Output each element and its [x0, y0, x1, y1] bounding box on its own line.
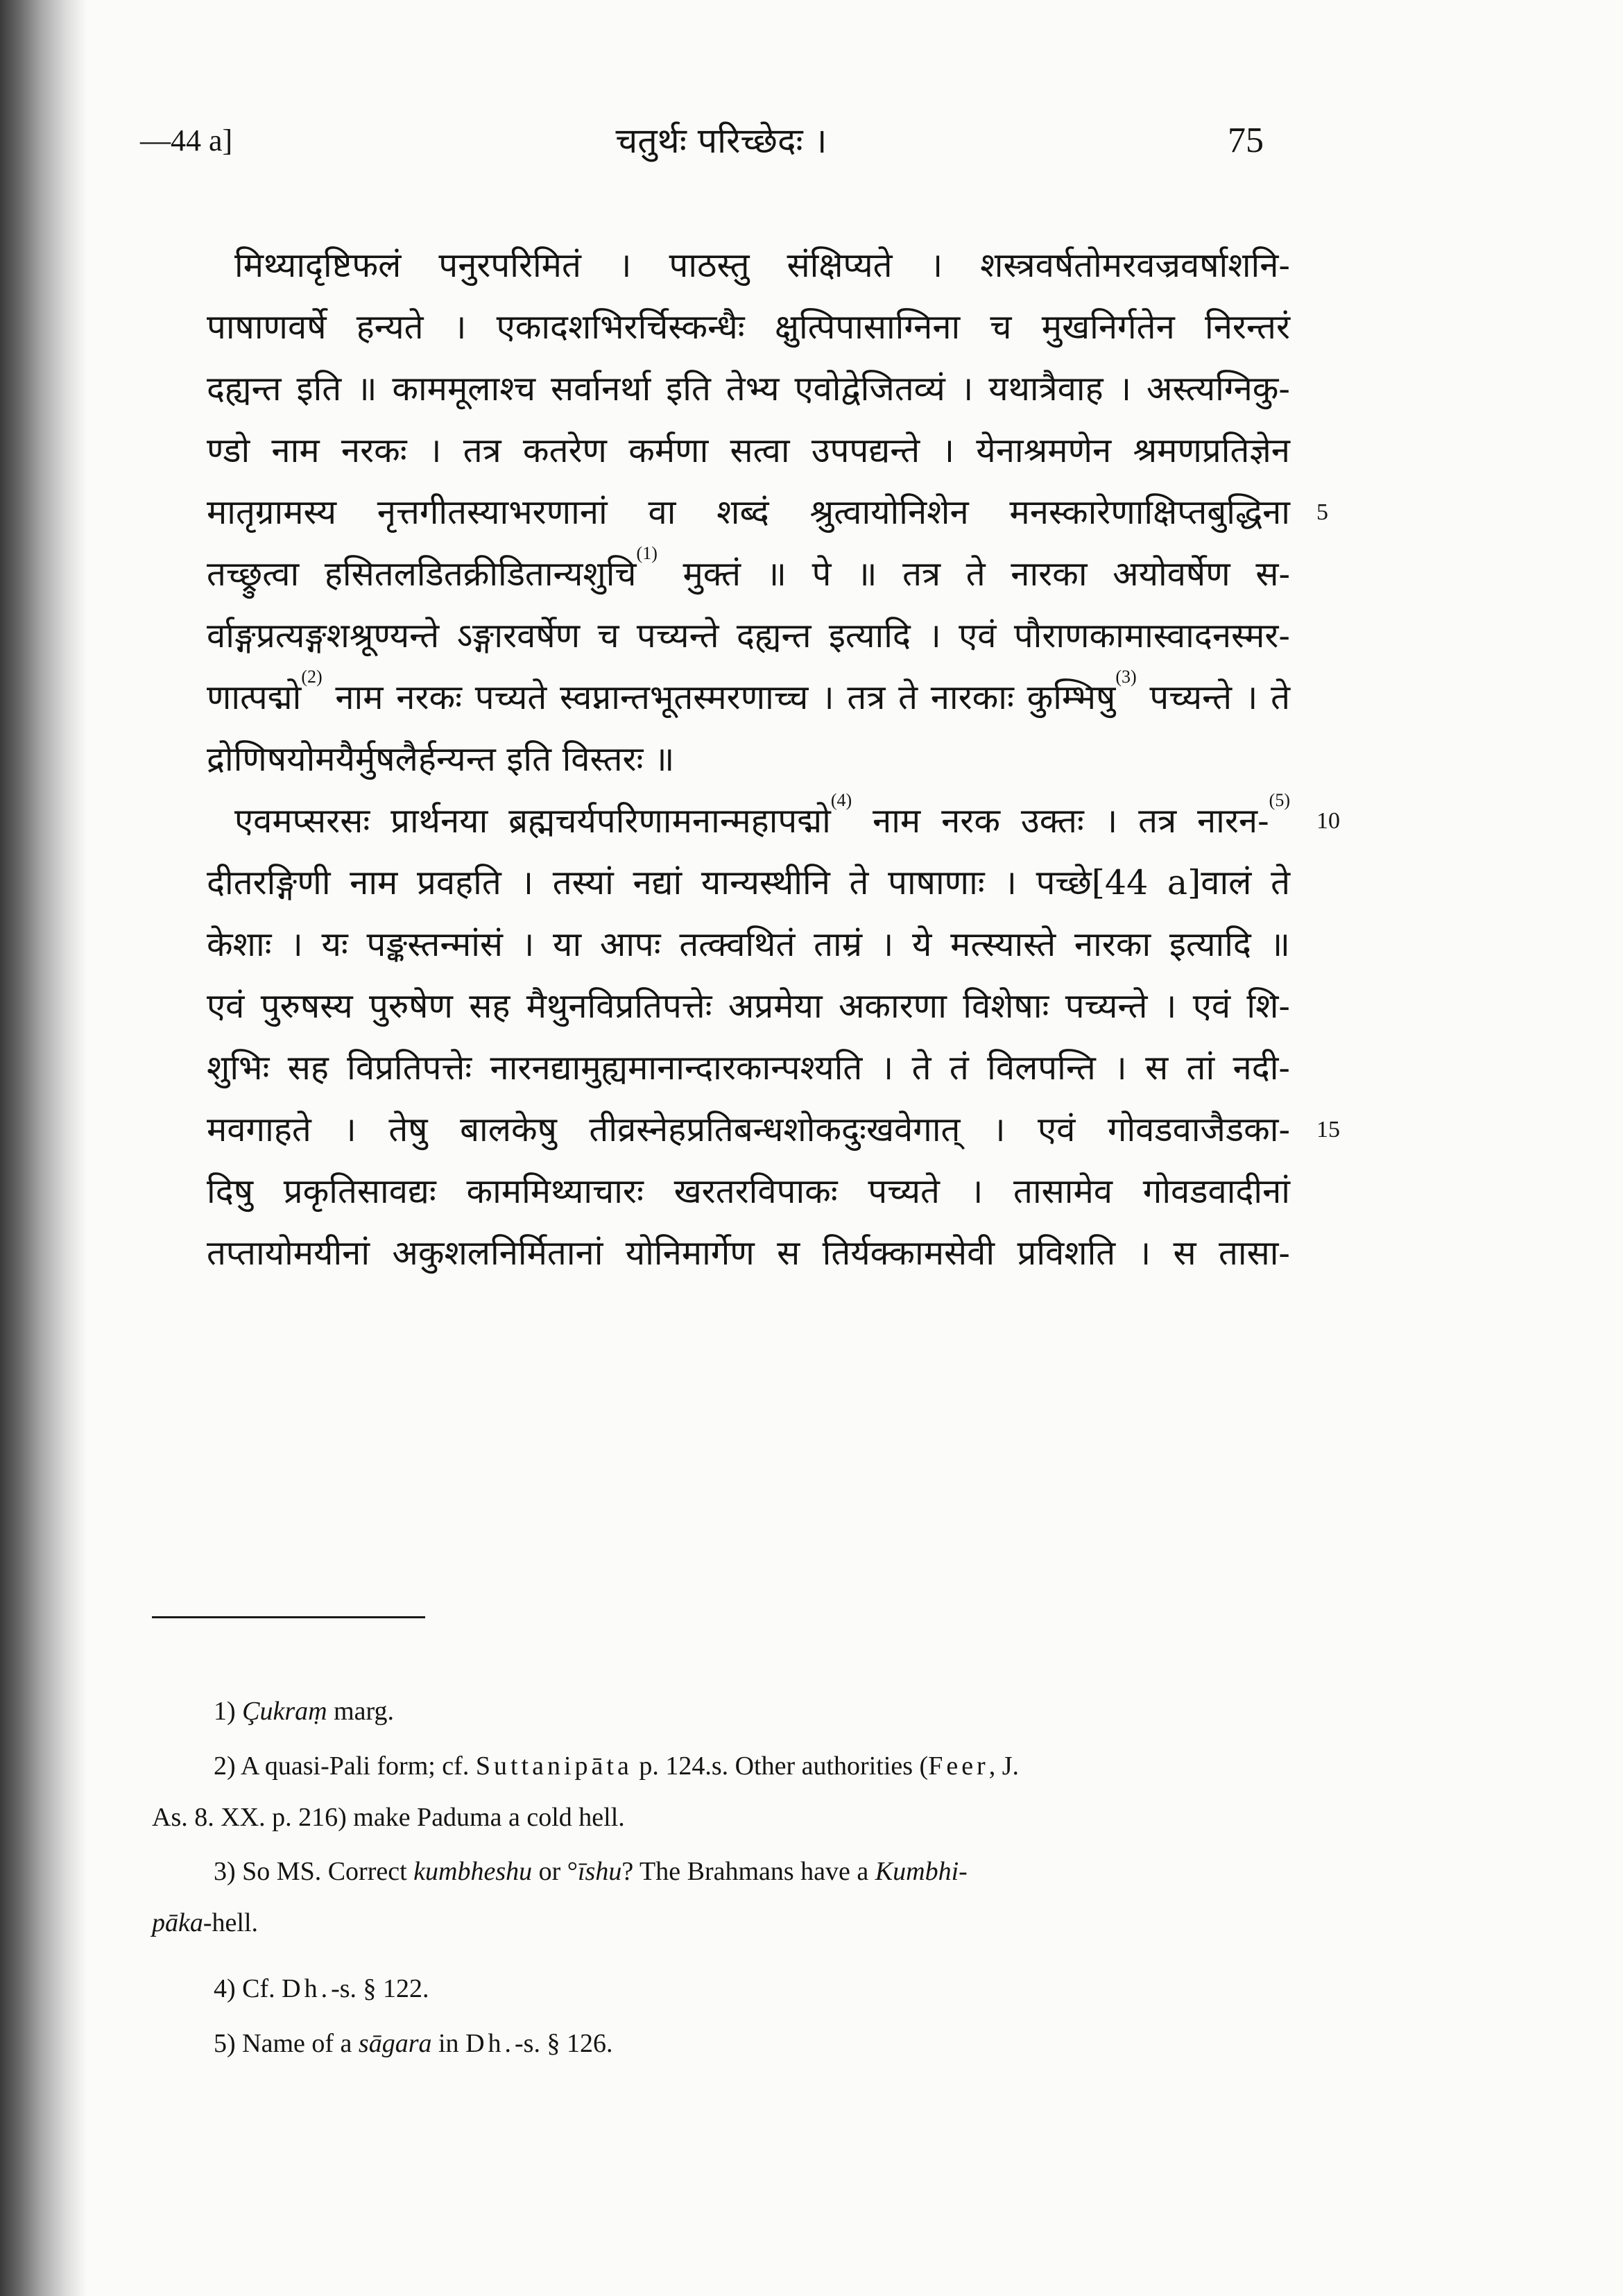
footnote — [214, 1690, 394, 1732]
text-line — [207, 1099, 1290, 1160]
text-segment: णात्पद्मो — [207, 678, 302, 717]
footnote-segment: pāka — [152, 1908, 203, 1937]
text-segment: केशाः । यः पङ्कस्तन्मांसं । या आपः तत्क्वथितं ताम्रं । ये मत्स्यास्ते नारका इत्यादि ॥ — [207, 925, 1290, 964]
text-segment: एवमप्सरसः प्रार्थनया ब्रह्मचर्यपरिणामनान्महापद्मो — [234, 801, 831, 841]
footnote-segment: Suttanipāta — [475, 1751, 633, 1781]
text-line — [207, 481, 1290, 543]
text-segment: दह्यन्त इति ॥ काममूलाश्च सर्वानर्था इति तेभ्य एवोद्वेजितव्यं । यथात्रैवाह । अस्त्यग्निकु- — [207, 369, 1290, 409]
text-segment: र्वाङ्गप्रत्यङ्गशश्रूण्यन्ते ऽङ्गारवर्षेण च पच्यन्ते दह्यन्त इत्यादि । एवं पौराणकामास्वादनस्मर- — [207, 616, 1290, 656]
text-line — [207, 1222, 1290, 1284]
text-segment: द्रोणिषयोमयैर्मुषलैर्हन्यन्त इति विस्तरः ॥ — [207, 739, 675, 779]
footnote-segment: Çukraṃ — [242, 1697, 327, 1726]
footnote-segment: Feer — [928, 1751, 989, 1781]
footnote-marker: (1) — [636, 543, 658, 563]
text-line — [207, 234, 1290, 296]
text-line — [207, 728, 1290, 790]
text-segment: नाम नरकः पच्यते स्वप्नान्तभूतस्मरणाच्च । तत्र ते नारकाः कुम्भिषु — [322, 678, 1116, 717]
text-line — [207, 605, 1290, 667]
text-segment: ण्डो नाम नरकः । तत्र कतरेण कर्मणा सत्वा उपपद्यन्ते । येनाश्रमणेन श्रमणप्रतिज्ञेन — [207, 431, 1290, 470]
text-segment: मुक्तं ॥ पे ॥ तत्र ते नारका अयोवर्षेण स- — [657, 554, 1290, 594]
text-segment: पाषाणवर्षे हन्यते । एकादशभिरर्चिस्कन्धैः क्षुत्पिपासाग्निना च मुखनिर्गतेन निरन्तरं — [207, 307, 1290, 347]
text-line — [207, 790, 1290, 852]
text-segment: एवं पुरुषस्य पुरुषेण सह मैथुनविप्रतिपत्तेः अप्रमेया अकारणा विशेषाः पच्यन्ते । एवं शि- — [207, 986, 1290, 1026]
footnote-segment: 4) Cf. — [214, 1974, 282, 2003]
footnote-segment: -hell. — [203, 1908, 259, 1937]
footnote-segment: kumbheshu — [413, 1857, 533, 1886]
footnote-segment: or ° — [532, 1857, 578, 1886]
footnote-segment: Kumbhi- — [875, 1857, 968, 1886]
footnote-marker: (3) — [1115, 667, 1137, 687]
footnote-segment: 5) Name of a — [214, 2029, 359, 2058]
text-line — [207, 1037, 1290, 1099]
line-number: 5 — [1316, 499, 1328, 525]
text-line — [207, 852, 1290, 914]
footnote-segment: ? The Brahmans have a — [621, 1857, 875, 1886]
text-segment: नाम नरक उक्तः । तत्र नारन- — [852, 801, 1269, 841]
footnote — [214, 2023, 612, 2064]
footnote — [152, 1902, 258, 1944]
text-line — [207, 667, 1290, 728]
text-segment: शुभिः सह विप्रतिपत्तेः नारनद्यामुह्यमानान्दारकान्पश्यति । ते तं विलपन्ति । स तां नदी- — [207, 1048, 1290, 1088]
footnote-segment: 1) — [214, 1697, 243, 1726]
footnote-segment: p. 124.s. Other authorities ( — [632, 1751, 929, 1781]
text-segment: दिषु प्रकृतिसावद्यः काममिथ्याचारः खरतरविपाकः पच्यते । तासामेव गोवडवादीनां — [207, 1172, 1290, 1211]
footnote-segment: -s. § 122. — [331, 1974, 429, 2003]
text-line — [207, 420, 1290, 481]
text-line — [207, 543, 1290, 605]
footnote-segment: īshu — [577, 1857, 622, 1886]
line-number: 10 — [1316, 808, 1340, 834]
text-segment: तप्तायोमयीनां अकुशलनिर्मितानां योनिमार्गेण स तिर्यक्कामसेवी प्रविशति । स तासा- — [207, 1233, 1290, 1273]
footnote-marker: (4) — [830, 790, 852, 810]
footnote — [214, 1745, 1019, 1787]
footnote — [152, 1797, 625, 1838]
footnote-segment: As. 8. XX. p. 216) make Paduma a cold hell. — [152, 1803, 625, 1832]
text-line — [207, 1160, 1290, 1222]
footnote-segment: marg. — [327, 1697, 395, 1726]
footnote-segment: 3) So MS. Correct — [214, 1857, 414, 1886]
text-line — [207, 914, 1290, 975]
text-segment: दीतरङ्गिणी नाम प्रवहति । तस्यां नद्यां यान्यस्थीनि ते पाषाणाः । पच्छे[44 a]वालं ते — [207, 863, 1290, 902]
footnote-segment: sāgara — [358, 2029, 432, 2058]
page-number: 75 — [1228, 121, 1264, 160]
footnote-marker: (2) — [301, 667, 323, 687]
text-segment: मिथ्यादृष्टिफलं पनुरपरिमितं । पाठस्तु संक्षिप्यते । शस्त्रवर्षतोमरवज्रवर्षाशनि- — [234, 246, 1290, 285]
footnote-segment: Dh. — [282, 1974, 332, 2003]
line-number: 15 — [1316, 1117, 1340, 1142]
scan-edge-shadow — [0, 0, 87, 2296]
footnote-segment: Dh. — [465, 2029, 515, 2058]
footnote — [214, 1968, 429, 2010]
footnote-segment: in — [431, 2029, 466, 2058]
text-segment: मवगाहते । तेषु बालकेषु तीव्रस्नेहप्रतिबन्धशोकदुःखवेगात् । एवं गोवडवाजैडका- — [207, 1110, 1290, 1149]
footnote-marker: (5) — [1269, 790, 1290, 810]
chapter-title: चतुर्थः परिच्छेदः । — [615, 121, 827, 161]
header-folio-reference: —44 a] — [140, 123, 233, 157]
footnote — [214, 1851, 968, 1892]
text-line — [207, 358, 1290, 420]
footnote-divider — [152, 1616, 425, 1618]
footnote-segment: , J. — [988, 1751, 1020, 1781]
text-line — [207, 296, 1290, 358]
text-line — [207, 975, 1290, 1037]
text-segment: मातृग्रामस्य नृत्तगीतस्याभरणानां वा शब्दं श्रुत्वायोनिशेन मनस्कारेणाक्षिप्तबुद्धिना — [207, 492, 1290, 532]
footnote-segment: -s. § 126. — [515, 2029, 613, 2058]
footnote-segment: 2) A quasi-Pali form; cf. — [214, 1751, 476, 1781]
text-segment: तच्छ्रुत्वा हसितलडितक्रीडितान्यशुचि — [207, 554, 637, 594]
text-segment: पच्यन्ते । ते — [1136, 678, 1291, 717]
